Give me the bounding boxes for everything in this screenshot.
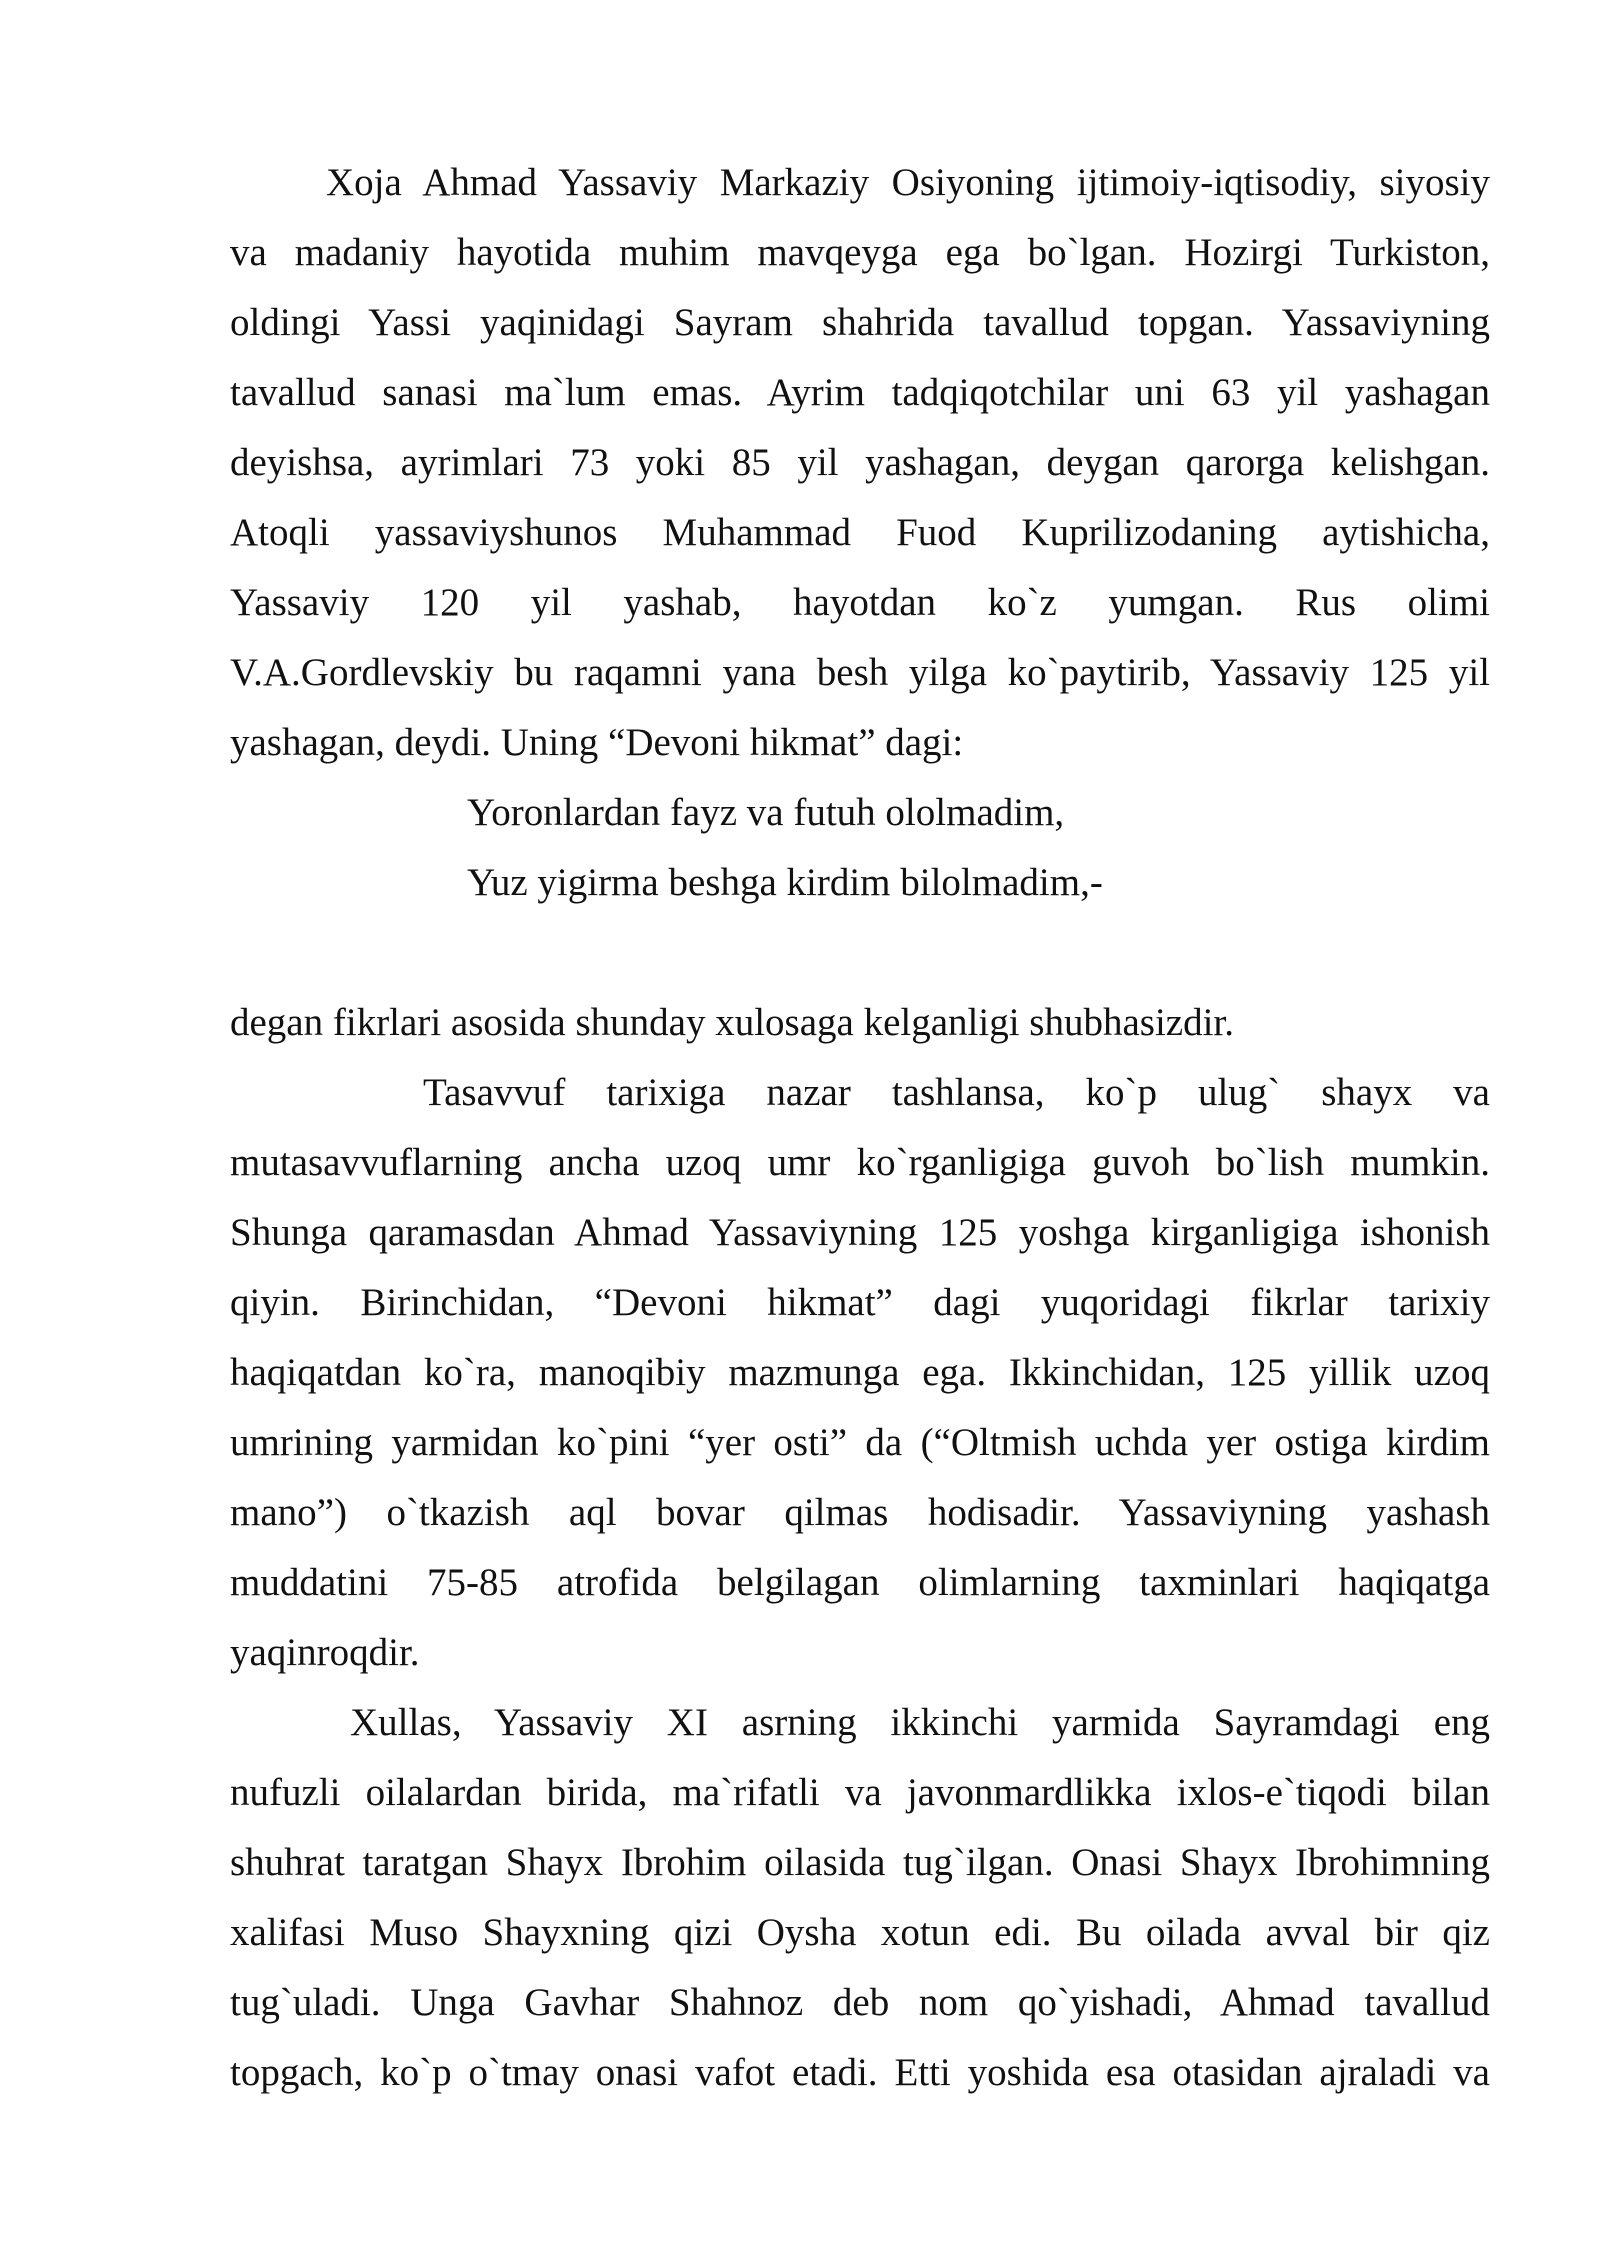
verse-quote	[230, 778, 1490, 918]
text-line: shuhrat taratgan Shayx Ibrohim oilasida tug`ilgan. Onasi Shayx Ibrohimning	[230, 1841, 1490, 1884]
text-line: degan fikrlari asosida shunday xulosaga kelganligi shubhasizdir.	[230, 1001, 1235, 1044]
text-line: Xullas, Yassaviy XI asrning ikkinchi yarmida Sayramdagi eng	[350, 1701, 1490, 1744]
text-line: Atoqli yassaviyshunos Muhammad Fuod Kuprilizodaning aytishicha,	[230, 511, 1490, 554]
text-line: yaqinroqdir.	[230, 1631, 420, 1674]
text-line: Tasavvuf tarixiga nazar tashlansa, ko`p ulug` shayx va	[423, 1071, 1490, 1114]
text-line: tug`uladi. Unga Gavhar Shahnoz deb nom qo`yishadi, Ahmad tavallud	[230, 1981, 1490, 2024]
blank-gap	[230, 918, 1490, 988]
text-line: V.A.Gordlevskiy bu raqamni yana besh yilga ko`paytirib, Yassaviy 125 yil	[230, 651, 1490, 694]
text-line: Yassaviy 120 yil yashab, hayotdan ko`z yumgan. Rus olimi	[230, 581, 1490, 624]
text-line: nufuzli oilalardan birida, ma`rifatli va javonmardlikka ixlos-e`tiqodi bilan	[230, 1771, 1490, 1814]
text-line: xalifasi Muso Shayxning qizi Oysha xotun edi. Bu oilada avval bir qiz	[230, 1911, 1490, 1954]
paragraph-1	[230, 148, 1490, 778]
verse-line: Yoronlardan fayz va futuh ololmadim,	[467, 791, 1065, 834]
text-line: umrining yarmidan ko`pini “yer osti” da (“Oltmish uchda yer ostiga kirdim	[230, 1421, 1490, 1464]
document-page	[230, 148, 1490, 2108]
text-line: mano”) o`tkazish aql bovar qilmas hodisadir. Yassaviyning yashash	[230, 1491, 1490, 1534]
text-line: haqiqatdan ko`ra, manoqibiy mazmunga ega. Ikkinchidan, 125 yillik uzoq	[230, 1351, 1490, 1394]
text-line: qiyin. Birinchidan, “Devoni hikmat” dagi yuqoridagi fikrlar tarixiy	[230, 1281, 1490, 1324]
text-line: mutasavvuflarning ancha uzoq umr ko`rganligiga guvoh bo`lish mumkin.	[230, 1141, 1490, 1184]
text-line: Shunga qaramasdan Ahmad Yassaviyning 125 yoshga kirganligiga ishonish	[230, 1211, 1490, 1254]
text-line: oldingi Yassi yaqinidagi Sayram shahrida tavallud topgan. Yassaviyning	[230, 301, 1490, 344]
text-line: yashagan, deydi. Uning “Devoni hikmat” dagi:	[230, 721, 964, 764]
text-line: muddatini 75-85 atrofida belgilagan olimlarning taxminlari haqiqatga	[230, 1561, 1490, 1604]
text-line: topgach, ko`p o`tmay onasi vafot etadi. Etti yoshida esa otasidan ajraladi va	[230, 2051, 1490, 2094]
text-line: Xoja Ahmad Yassaviy Markaziy Osiyoning ijtimoiy-iqtisodiy, siyosiy	[326, 161, 1490, 204]
paragraph-2	[230, 1058, 1490, 1688]
paragraph-3	[230, 1688, 1490, 2108]
text-line: deyishsa, ayrimlari 73 yoki 85 yil yashagan, deygan qarorga kelishgan.	[230, 441, 1490, 484]
text-line: tavallud sanasi ma`lum emas. Ayrim tadqiqotchilar uni 63 yil yashagan	[230, 371, 1490, 414]
verse-line: Yuz yigirma beshga kirdim bilolmadim,-	[467, 861, 1103, 904]
text-line: va madaniy hayotida muhim mavqeyga ega bo`lgan. Hozirgi Turkiston,	[230, 231, 1490, 274]
